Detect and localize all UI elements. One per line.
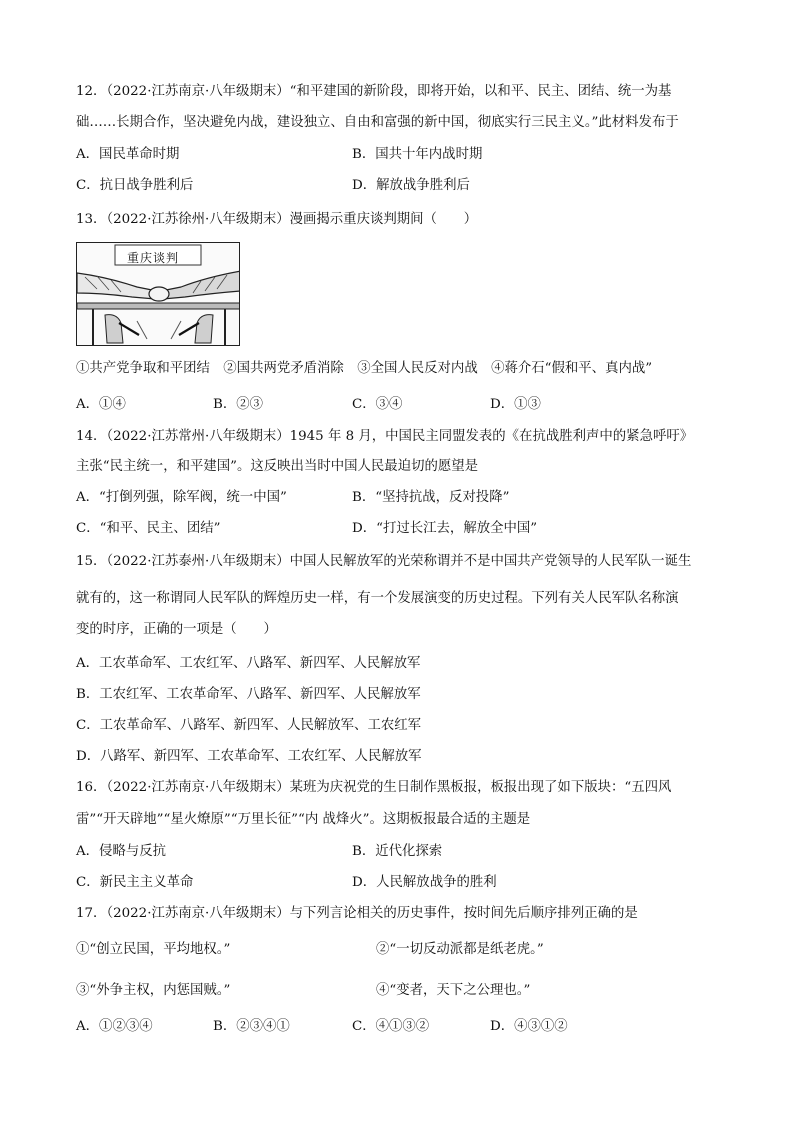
q15-option-c: C．工农革命军、八路军、新四军、人民解放军、工农红军 <box>76 718 422 733</box>
q16-option-d: D．人民解放战争的胜利 <box>352 875 497 890</box>
q17-option-d: D．④③①② <box>490 1019 568 1034</box>
q16-option-a: A．侵略与反抗 <box>76 844 167 859</box>
q12-option-b: B．国共十年内战时期 <box>352 147 483 162</box>
cartoon-caption: 重庆谈判 <box>127 251 180 265</box>
q13-option-a: A．①④ <box>76 397 126 412</box>
q17-option-b: B．②③④① <box>213 1019 290 1034</box>
q15-option-d: D．八路军、新四军、工农革命军、工农红军、人民解放军 <box>76 749 422 764</box>
q12-stem-line1: 12．（2022·江苏南京·八年级期末）“和平建国的新阶段，即将开始，以和平、民主、团结、统一为基 <box>76 84 672 99</box>
q15-option-b: B．工农红军、工农革命军、八路军、新四军、人民解放军 <box>76 687 421 702</box>
q14-option-c: C．“和平、民主、团结” <box>76 521 221 536</box>
q17-quote-2: ②“一切反动派都是纸老虎。” <box>376 942 544 957</box>
q16-option-b: B．近代化探索 <box>352 844 443 859</box>
q12-stem-line2: 础……长期合作，坚决避免内战，建设独立、自由和富强的新中国，彻底实行三民主义。”此材料发布于 <box>76 115 679 130</box>
q17-quote-3: ③“外争主权，内惩国贼。” <box>76 983 231 998</box>
q13-statements: ①共产党争取和平团结 ②国共两党矛盾消除 ③全国人民反对内战 ④蒋介石“假和平、真内战” <box>76 361 653 376</box>
q17-option-c: C．④①③② <box>352 1019 430 1034</box>
q16-stem-line2: 雷”“开天辟地”“星火燎原”“万里长征”“内 战烽火”。这期板报最合适的主题是 <box>76 812 531 827</box>
q15-stem-line3: 变的时序，正确的一项是（ ） <box>76 622 277 637</box>
q14-option-a: A．“打倒列强，除军阀，统一中国” <box>76 490 287 505</box>
q16-stem-line1: 16．（2022·江苏南京·八年级期末）某班为庆祝党的生日制作黑板报，板报出现了如下版块：“五四风 <box>76 780 672 795</box>
q13-option-b: B．②③ <box>213 397 264 412</box>
q13-stem-line1: 13．（2022·江苏徐州·八年级期末）漫画揭示重庆谈判期间（ ） <box>76 212 478 227</box>
q13-option-d: D．①③ <box>490 397 541 412</box>
q13-option-c: C．③④ <box>352 397 403 412</box>
q17-stem-line1: 17．（2022·江苏南京·八年级期末）与下列言论相关的历史事件，按时间先后顺序排列正确的是 <box>76 906 638 921</box>
q14-stem-line1: 14．（2022·江苏常州·八年级期末）1945 年 8 月，中国民主同盟发表的《在抗战胜利声中的紧急呼吁》 <box>76 429 694 444</box>
q12-option-c: C．抗日战争胜利后 <box>76 178 194 193</box>
q12-option-d: D．解放战争胜利后 <box>352 178 470 193</box>
chongqing-negotiation-cartoon <box>76 242 240 346</box>
q17-option-a: A．①②③④ <box>76 1019 153 1034</box>
q15-option-a: A．工农革命军、工农红军、八路军、新四军、人民解放军 <box>76 656 421 671</box>
q17-quote-4: ④“变者，天下之公理也。” <box>376 983 531 998</box>
q15-stem-line1: 15．（2022·江苏泰州·八年级期末）中国人民解放军的光荣称谓并不是中国共产党领导的人民军队一诞生 <box>76 554 692 569</box>
q14-stem-line2: 主张“民主统一，和平建国”。这反映出当时中国人民最迫切的愿望是 <box>76 459 479 474</box>
q12-option-a: A．国民革命时期 <box>76 147 180 162</box>
q16-option-c: C．新民主主义革命 <box>76 875 194 890</box>
q14-option-d: D．“打过长江去，解放全中国” <box>352 521 538 536</box>
q14-option-b: B．“坚持抗战，反对投降” <box>352 490 510 505</box>
q15-stem-line2: 就有的，这一称谓同人民军队的辉煌历史一样，有一个发展演变的历史过程。下列有关人民军队名称演 <box>76 591 679 606</box>
q17-quote-1: ①“创立民国，平均地权。” <box>76 942 231 957</box>
